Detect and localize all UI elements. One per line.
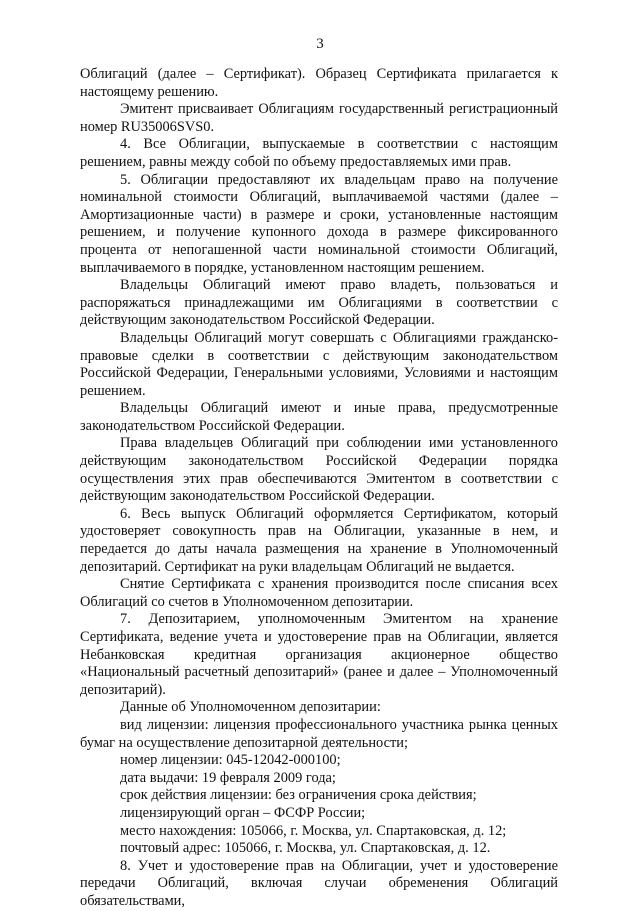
document-body (80, 66, 558, 911)
paragraph: номер лицензии: 045-12042-000100; (120, 752, 341, 769)
paragraph: почтовый адрес: 105066, г. Москва, ул. Спартаковская, д. 12. (120, 840, 491, 857)
paragraph: Владельцы Облигаций имеют право владеть, пользоваться и распоряжаться принадлежащими им Облигациями в соответствии с действующим законодательством Российской Федерации. (80, 277, 558, 329)
paragraph: Облигаций (далее – Сертификат). Образец Сертификата прилагается к настоящему решению. (80, 66, 558, 100)
paragraph: вид лицензии: лицензия профессионального участника рынка ценных бумаг на осуществление депозитарной деятельности; (80, 716, 558, 751)
paragraph: Снятие Сертификата с хранения производится после списания всех Облигаций со счетов в Уполномоченном депозитарии. (80, 576, 558, 610)
paragraph: дата выдачи: 19 февраля 2009 года; (120, 769, 336, 786)
paragraph: лицензирующий орган – ФСФР России; (120, 804, 366, 821)
paragraph: 5. Облигации предоставляют их владельцам право на получение номинальной стоимости Облигаций, выплачиваемой частями (далее – Амортизационные части) в размере и сроки, установленные настоящим решением, и получение купонного дохода в размере фиксированного процента от непогашенной части номинальной стоимости Облигаций, выплачиваемого в порядке, установленном настоящим решением. (80, 171, 558, 276)
paragraph: 7. Депозитарием, уполномоченным Эмитентом на хранение Сертификата, ведение учета и удостоверение прав на Облигации, является Небанковская кредитная организация акционерное общество «Национальный расчетный депозитарий» (ранее и далее – Уполномоченный депозитарий). (80, 611, 558, 698)
paragraph: Данные об Уполномоченном депозитарии: (120, 699, 381, 716)
paragraph: Владельцы Облигаций могут совершать с Облигациями гражданско-правовые сделки в соответствии с действующим законодательством Российской Федерации, Генеральными условиями, Условиями и настоящим решением. (80, 329, 558, 399)
paragraph: срок действия лицензии: без ограничения срока действия; (120, 787, 477, 804)
page-number: 3 (316, 36, 324, 52)
paragraph: 4. Все Облигации, выпускаемые в соответствии с настоящим решением, равны между собой по объему предоставляемых ими прав. (80, 136, 558, 170)
paragraph: место нахождения: 105066, г. Москва, ул. Спартаковская, д. 12; (120, 822, 507, 839)
paragraph: Владельцы Облигаций имеют и иные права, предусмотренные законодательством Российской Федерации. (80, 400, 558, 434)
paragraph: 6. Весь выпуск Облигаций оформляется Сертификатом, который удостоверяет совокупность прав на Облигации, указанные в нем, и передается до даты начала размещения на хранение в Уполномоченный депозитарий. Сертификат на руки владельцам Облигаций не выдается. (80, 505, 558, 575)
paragraph: Эмитент присваивает Облигациям государственный регистрационный номер RU35006SVS0. (80, 101, 558, 135)
paragraph: 8. Учет и удостоверение прав на Облигации, учет и удостоверение передачи Облигаций, включая случаи обременения Облигаций обязательствами, (80, 857, 558, 909)
paragraph: Права владельцев Облигаций при соблюдении ими установленного действующим законодательством Российской Федерации порядка осуществления этих прав обеспечиваются Эмитентом в соответствии с действующим законодательством Российской Федерации. (80, 435, 558, 505)
